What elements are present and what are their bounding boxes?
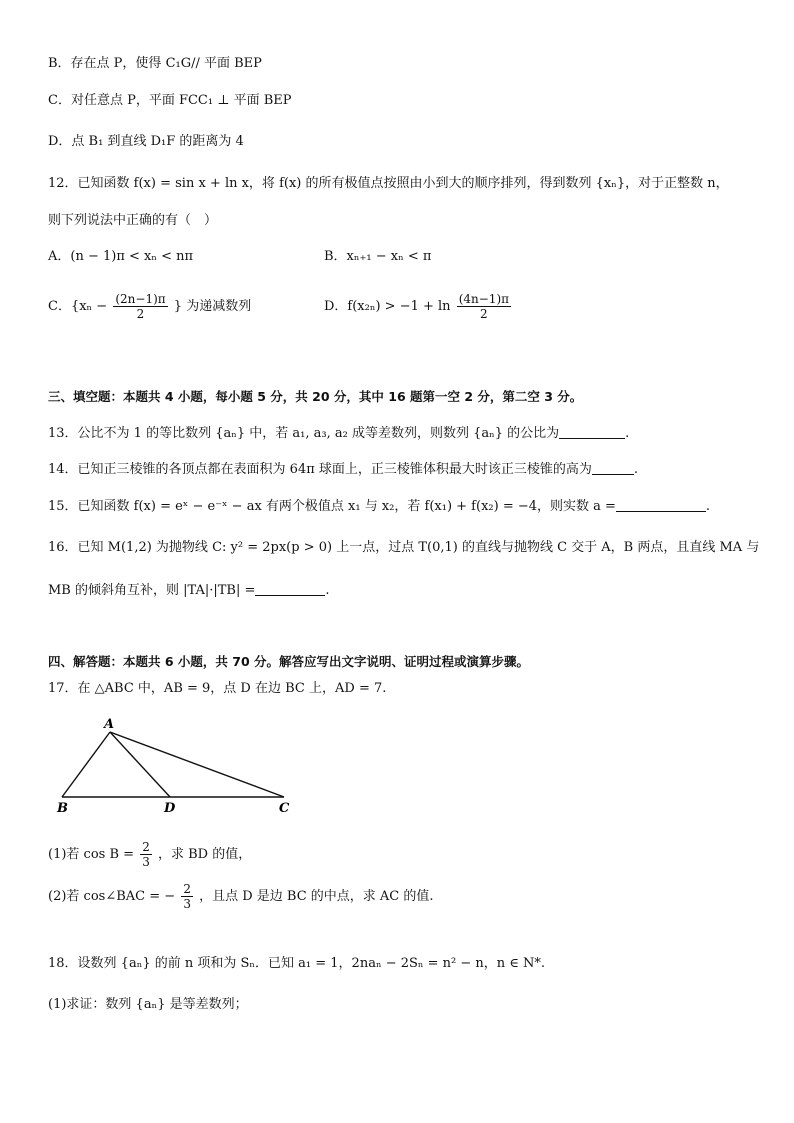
q15-end: . [705, 499, 711, 514]
q18-part1: (1)求证：数列 {aₙ} 是等差数列； [48, 997, 248, 1012]
q12-option-d [324, 292, 513, 321]
q17-part2-suffix: ，且点 D 是边 BC 的中点，求 AC 的值. [199, 889, 434, 904]
q13-end: . [625, 426, 630, 441]
q15-text [48, 497, 710, 516]
q11-option-c: C．对任意点 P，平面 FCC₁ ⊥ 平面 BEP [48, 93, 292, 108]
q12-option-c-numerator: (2n−1)π [115, 292, 166, 306]
q12-stem-line2: 则下列说法中正确的有（ ） [48, 213, 218, 228]
q15-stem: 15．已知函数 f(x) = eˣ − e⁻ˣ − ax 有两个极值点 x₁ 与 x₂，若 f(x₁) + f(x₂) = −4，则实数 a = [48, 499, 616, 514]
triangle-lines [62, 732, 284, 797]
q17-part1-suffix: ，求 BD 的值， [157, 847, 252, 862]
q17-part1-numerator: 2 [142, 840, 150, 854]
q12-option-d-fraction [457, 292, 511, 321]
q17-part2-denominator: 3 [183, 897, 191, 911]
q14-end: . [633, 462, 639, 477]
q13-text [48, 424, 629, 443]
q12-option-c-fraction [113, 292, 167, 321]
label-d: D [164, 801, 176, 816]
q17-part2-numerator: 2 [183, 882, 191, 896]
q12-option-c-suffix: } 为递减数列 [173, 299, 252, 314]
q17-part2-fraction [181, 882, 193, 911]
label-c: C [279, 801, 290, 816]
q17-part2-prefix: (2)若 cos∠BAC = − [48, 889, 176, 904]
segment-ac [110, 732, 284, 797]
q17-part1-fraction [140, 840, 152, 869]
q17-part1 [48, 840, 251, 869]
q13-answer-blank[interactable] [559, 424, 625, 439]
q16-stem-end: MB 的倾斜角互补，则 |TA|·|TB| = [48, 583, 256, 598]
section-4-heading: 四、解答题：本题共 6 小题，共 70 分。解答应写出文字说明、证明过程或演算步骤。 [48, 654, 530, 669]
q18-stem: 18．设数列 {aₙ} 的前 n 项和为 Sₙ．已知 a₁ = 1，2naₙ − 2Sₙ = n² − n，n ∈ N*. [48, 956, 546, 971]
label-a: A [104, 717, 115, 732]
q17-part1-prefix: (1)若 cos B = [48, 847, 135, 862]
q17-triangle-figure [52, 712, 302, 817]
q12-option-c-denominator: 2 [136, 307, 145, 321]
q11-option-d: D．点 B₁ 到直线 D₁F 的距离为 4 [48, 134, 244, 149]
q17-part1-denominator: 3 [142, 855, 150, 869]
q14-stem: 14．已知正三棱锥的各顶点都在表面积为 64π 球面上，正三棱锥体积最大时该正三棱锥的高为 [48, 462, 592, 477]
segment-ab [62, 732, 110, 797]
q12-option-c-prefix: C．{xₙ − [48, 299, 108, 314]
q11-option-b: B．存在点 P，使得 C₁G// 平面 BEP [48, 56, 262, 71]
q13-stem: 13．公比不为 1 的等比数列 {aₙ} 中，若 a₁, a₃, a₂ 成等差数列，则数列 {aₙ} 的公比为 [48, 426, 560, 441]
q12-option-a: A．(n − 1)π < xₙ < nπ [48, 249, 194, 264]
segment-ad [110, 732, 170, 797]
q15-answer-blank[interactable] [616, 497, 706, 512]
section-3-heading: 三、填空题：本题共 4 小题，每小题 5 分，共 20 分，其中 16 题第一空 2 分，第二空 3 分。 [48, 389, 583, 404]
q14-answer-blank[interactable] [592, 460, 634, 475]
label-b: B [57, 801, 68, 816]
q12-stem-line1: 12．已知函数 f(x) = sin x + ln x，将 f(x) 的所有极值点按照由小到大的顺序排列，得到数列 {xₙ}，对于正整数 n， [48, 176, 729, 191]
q12-option-d-numerator: (4n−1)π [458, 292, 510, 306]
q17-stem: 17．在 △ABC 中，AB = 9，点 D 在边 BC 上，AD = 7. [48, 681, 387, 696]
q16-line2 [48, 581, 330, 600]
q14-text [48, 460, 638, 479]
q12-option-b: B．xₙ₊₁ − xₙ < π [324, 249, 432, 264]
q12-option-d-prefix: D．f(x₂ₙ) > −1 + ln [324, 299, 451, 314]
q17-part2 [48, 882, 434, 911]
q12-option-d-denominator: 2 [480, 307, 488, 321]
q16-line1: 16．已知 M(1,2) 为抛物线 C: y² = 2px(p > 0) 上一点，过点 T(0,1) 的直线与抛物线 C 交于 A，B 两点，且直线 MA 与 [48, 540, 760, 555]
q16-answer-blank[interactable] [255, 581, 325, 596]
q16-end: . [325, 583, 330, 598]
q12-option-c [48, 292, 251, 321]
